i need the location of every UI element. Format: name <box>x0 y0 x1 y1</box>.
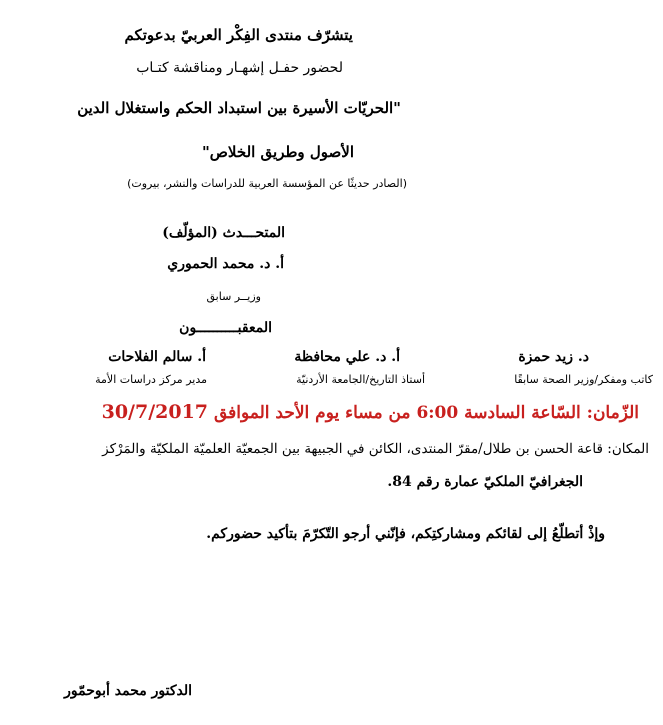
publisher-note: (الصادر حديثًا عن المؤسسة العربية للدراسات والنشر، بيروت) <box>127 177 407 190</box>
discussant-3-name: أ. سالم الفلاحات <box>108 349 206 365</box>
book-title-line-1: "الحريّات الأسيرة بين استبداد الحكم واستغلال الدين <box>77 99 401 117</box>
discussant-2-title: أستاذ التاريخ/الجامعة الأردنيّة <box>296 373 425 386</box>
discussant-3-title: مدير مركز دراسات الأمة <box>95 373 207 386</box>
invitation-line-1: يتشرّف منتدى الفِكْر العربيّ بدعوتكم <box>124 26 353 44</box>
event-time <box>102 401 639 423</box>
closing-sentence: وإذْ أتطلّعُ إلى لقائكم ومشاركتِكم، فإنّني أرجو التّكرّمَ بتأكيد حضوركم. <box>206 526 605 542</box>
speaker-heading: المتحـــدث (المؤلّف) <box>162 225 285 241</box>
discussant-2-name: أ. د. علي محافظة <box>294 349 400 365</box>
time-label: الزّمان: <box>586 403 639 423</box>
place-line-1: المكان: قاعة الحسن بن طلال/مقرّ المنتدى، الكائن في الجبيهة بين الجمعيّة العلميّة الملكيّة والمَرْكز <box>102 441 649 457</box>
speaker-name: أ. د. محمد الحموري <box>167 256 284 272</box>
place-line-2: الجغرافيّ الملكيّ عمارة رقم 84. <box>387 474 583 490</box>
speaker-title: وزيــر سابق <box>206 290 261 303</box>
signature: الدكتور محمد أبوحمّور <box>64 683 192 699</box>
discussant-1-title: كاتب ومفكر/وزير الصحة سابقًا <box>514 373 653 386</box>
invitation-line-2: لحضور حفـل إشهـار ومناقشة كتـاب <box>136 60 343 76</box>
discussants-heading: المعقبــــــــــون <box>179 320 272 336</box>
discussant-1-name: د. زيد حمزة <box>518 349 589 365</box>
book-title-line-2: الأصول وطريق الخلاص" <box>201 143 354 161</box>
event-date: 30/7/2017 <box>101 401 209 423</box>
time-text: السّاعة السادسة 6:00 من مساء يوم الأحد الموافق <box>213 403 581 423</box>
